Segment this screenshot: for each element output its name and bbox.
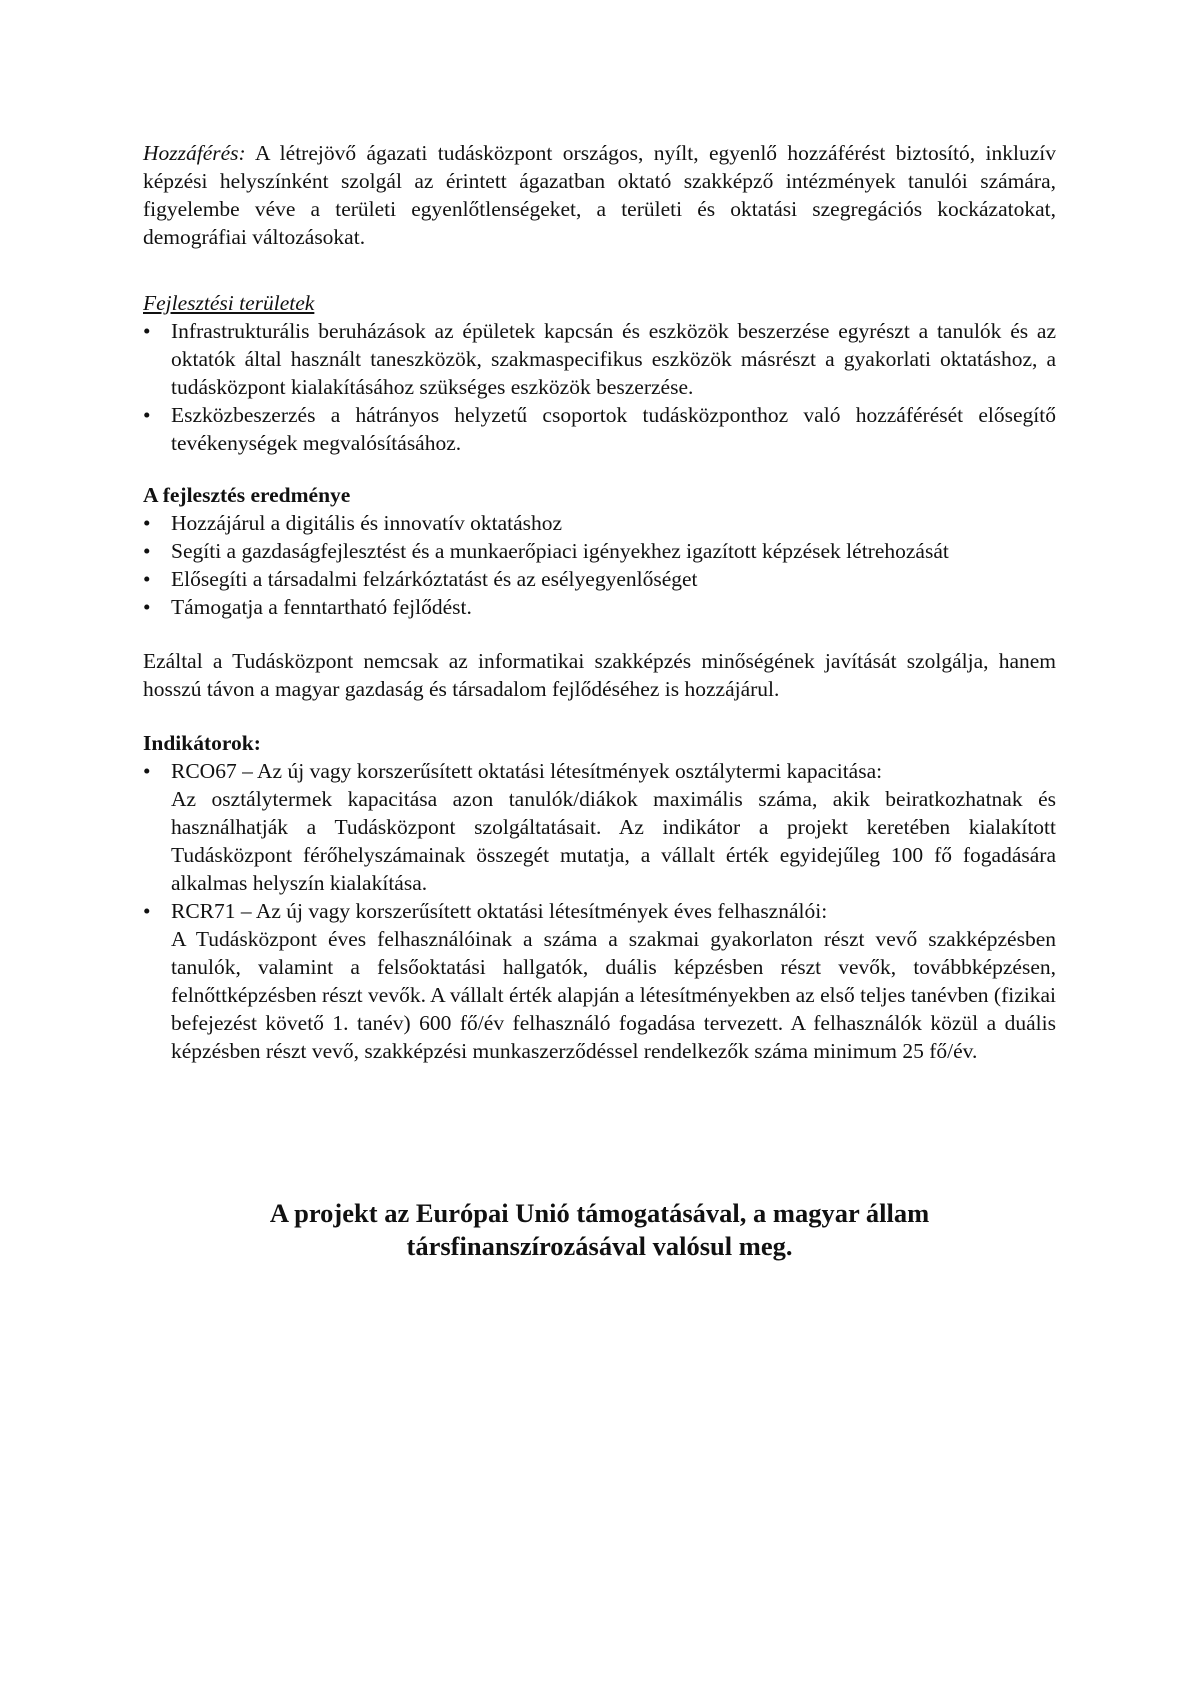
bullet-icon: • [143,899,151,923]
indicator-body: A Tudásközpont éves felhasználóinak a száma a szakmai gyakorlaton részt vevő szakképzésben tanulók, valamint a felsőoktatási hallgatók, duális képzésben részt vevők, továbbképzésen, felnőttképzésben részt vevők. A vállalt érték alapján a létesítményekben az első teljes tanévben (fizikai befejezést követő 1. tanév) 600 fő/év felhasználó fogadása tervezett. A felhasználók közül a duális képzésben részt vevő, szakképzési munkaszerződéssel rendelkezők száma minimum 25 fő/év. [171,927,1056,1063]
bullet-icon: • [143,403,151,427]
list-item: • Támogatja a fenntartható fejlődést. [143,595,472,619]
document-page [143,139,1056,1065]
list-item: • Segíti a gazdaságfejlesztést és a munkaerőpiaci igényekhez igazított képzések létrehozását [143,539,949,563]
list-item: • Eszközbeszerzés a hátrányos helyzetű csoportok tudásközponthoz való hozzáférését elősegítő tevékenységek megvalósításához. [143,403,1056,455]
bullet-icon: • [143,319,151,343]
indicator-title: RCR71 – Az új vagy korszerűsített oktatási létesítmények éves felhasználói: [171,899,828,923]
funding-statement [143,1197,1056,1263]
access-label: Hozzáférés: [143,141,246,165]
bullet-icon: • [143,567,151,591]
indicator-title: RCO67 – Az új vagy korszerűsített oktatási létesítmények osztálytermi kapacitása: [171,759,883,783]
summary-paragraph: Ezáltal a Tudásközpont nemcsak az informatikai szakképzés minőségének javítását szolgálja, hanem hosszú távon a magyar gazdaság és társadalom fejlődéséhez is hozzájárul. [143,649,1056,701]
list-item: • Elősegíti a társadalmi felzárkóztatást és az esélyegyenlőséget [143,567,698,591]
access-paragraph [143,139,1056,251]
funding-statement-line-1: A projekt az Európai Unió támogatásával, a magyar állam [269,1198,930,1228]
development-areas-heading: Fejlesztési területek [143,291,315,315]
bullet-icon: • [143,539,151,563]
indicators-list [143,757,1056,1065]
indicator-item [143,897,1056,1065]
results-heading: A fejlesztés eredménye [143,483,351,507]
access-text: A létrejövő ágazati tudásközpont országos, nyílt, egyenlő hozzáférést biztosító, inkluzív képzési helyszínként szolgál az érintett ágazatban oktató szakképző intézmények tanulói számára, figyelembe véve a területi egyenlőtlenségeket, a területi és oktatási szegregációs kockázatokat, demográfiai változásokat. [143,141,1056,249]
bullet-icon: • [143,759,151,783]
bullet-icon: • [143,511,151,535]
indicator-body: Az osztálytermek kapacitása azon tanulók/diákok maximális száma, akik beiratkozhatnak és használhatják a Tudásközpont szolgáltatásait. Az indikátor a projekt keretében kialakított Tudásközpont férőhelyszámainak összegét mutatja, a vállalt érték egyidejűleg 100 fő fogadására alkalmas helyszín kialakítása. [171,787,1056,895]
funding-statement-line-2: társfinanszírozásával valósul meg. [406,1231,793,1261]
indicators-heading: Indikátorok: [143,731,261,755]
development-areas-list [143,317,1056,457]
list-item: • Infrastrukturális beruházások az épületek kapcsán és eszközök beszerzése egyrészt a tanulók és az oktatók által használt taneszközök, szakmaspecifikus eszközök másrészt a gyakorlati oktatáshoz, a tudásközpont kialakításához szükséges eszközök beszerzése. [143,319,1056,399]
list-item: • Hozzájárul a digitális és innovatív oktatáshoz [143,511,563,535]
results-list [143,509,1056,621]
indicator-item [143,757,1056,897]
bullet-icon: • [143,595,151,619]
